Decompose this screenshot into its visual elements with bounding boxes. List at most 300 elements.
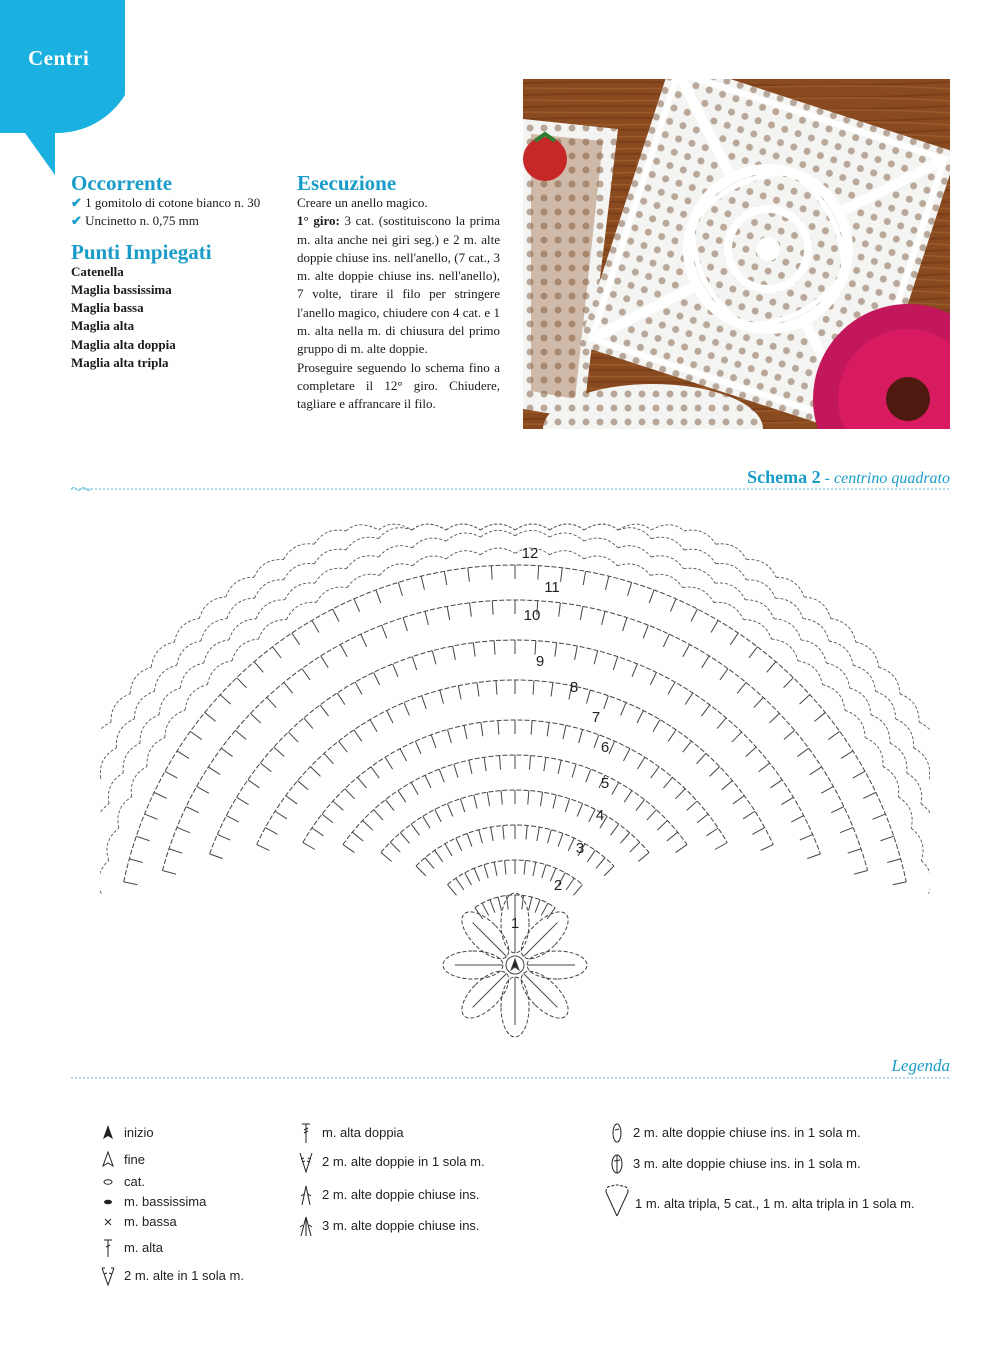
chain-loop <box>865 738 883 767</box>
stitch <box>583 571 585 585</box>
dtr-chain-dtr-icon <box>602 1184 632 1218</box>
stitch <box>385 757 392 769</box>
chain-loop <box>911 828 923 860</box>
chain-loop <box>826 663 849 688</box>
stitch <box>563 725 566 739</box>
stitch <box>612 782 619 794</box>
chain-loop <box>177 641 201 665</box>
checkmark-icon: ✔ <box>71 213 82 229</box>
stitch <box>500 756 501 770</box>
stitch <box>602 611 605 625</box>
stitch <box>421 576 424 590</box>
stitch <box>374 672 380 685</box>
stitch <box>492 601 493 615</box>
two-dc-one-stitch-icon <box>100 1265 116 1287</box>
stitch <box>621 703 626 716</box>
stitch <box>702 656 709 668</box>
stitch <box>715 843 727 850</box>
stitch <box>840 827 853 832</box>
stitch <box>354 730 362 742</box>
stitch <box>810 767 822 775</box>
stitch <box>572 764 576 777</box>
stitch <box>589 809 595 821</box>
stitch <box>594 651 598 665</box>
three-tr-cluster-one-stitch-icon <box>609 1153 625 1175</box>
stitch <box>799 695 809 704</box>
three-tr-cluster-icon <box>298 1215 314 1237</box>
chain-loop <box>131 767 147 797</box>
stitch <box>880 836 893 841</box>
stitch <box>848 849 861 853</box>
chain-loop <box>801 640 826 663</box>
chain-loop <box>683 587 714 602</box>
stitch <box>548 830 552 844</box>
stitch <box>467 833 472 846</box>
stitch <box>524 861 525 875</box>
chain-loop <box>480 530 515 537</box>
stitch <box>425 611 428 625</box>
stitch <box>145 814 158 819</box>
stitch <box>501 791 502 805</box>
stitch <box>473 643 475 657</box>
round-number: 8 <box>569 679 579 696</box>
stitch <box>460 799 464 812</box>
stitch <box>454 764 458 777</box>
stitch <box>604 696 609 709</box>
chain-loop <box>254 560 284 578</box>
chain-loop <box>232 639 258 661</box>
stitch <box>484 757 486 771</box>
stitch <box>312 620 319 632</box>
stitch <box>667 832 678 841</box>
round-number: 9 <box>535 653 545 670</box>
stitch <box>710 767 720 777</box>
stitch <box>415 741 421 754</box>
stitch <box>124 882 138 885</box>
stitch <box>423 816 430 828</box>
stitch <box>528 791 529 805</box>
section-tab <box>0 0 125 175</box>
chain-loop <box>201 619 227 641</box>
stitch <box>624 791 632 803</box>
stitch <box>177 827 190 832</box>
chain-loop <box>829 641 853 665</box>
chain-loop <box>831 619 856 642</box>
round-number: 11 <box>544 579 560 596</box>
stitch <box>643 625 648 638</box>
chain-loop <box>287 602 317 619</box>
stitch <box>638 853 649 862</box>
chain-loop <box>651 574 683 587</box>
chain-loop <box>165 710 185 737</box>
chain-loop <box>199 597 226 619</box>
stitch <box>814 713 825 722</box>
chain-loop <box>850 688 871 715</box>
stitch <box>474 795 477 809</box>
stitch <box>649 590 654 603</box>
double-crochet-icon <box>100 1237 116 1259</box>
chain-loop <box>346 556 378 569</box>
section-label: Centri <box>28 46 90 70</box>
stitch <box>363 821 373 831</box>
stitch <box>376 590 381 603</box>
chain-loop <box>379 546 412 557</box>
stitch <box>800 834 813 840</box>
stitch <box>382 625 387 638</box>
chain-loop <box>151 642 174 667</box>
stitch <box>248 780 260 788</box>
stitch <box>637 711 643 724</box>
stitch <box>720 669 728 680</box>
chain-loop <box>284 563 314 579</box>
two-tr-cluster-one-stitch-icon <box>609 1122 625 1144</box>
stitch <box>481 722 483 736</box>
chain-loop <box>772 639 798 661</box>
chain-loop <box>921 804 930 836</box>
stitch <box>254 662 263 673</box>
stitch <box>586 690 590 704</box>
chain-loop <box>921 861 930 894</box>
stitch <box>668 682 675 694</box>
stitch <box>251 713 261 723</box>
stitch <box>558 833 563 846</box>
checkmark-icon: ✔ <box>71 195 82 210</box>
round-number: 3 <box>575 840 585 857</box>
stitch <box>260 763 271 772</box>
stitch <box>371 767 379 778</box>
stitch <box>613 657 617 670</box>
stitch <box>579 729 583 742</box>
stitch <box>221 748 232 756</box>
stitch <box>623 749 630 761</box>
chain-loop <box>746 580 775 598</box>
chain-loop <box>914 748 930 778</box>
chain-loop <box>285 583 315 600</box>
stitch <box>165 771 177 778</box>
stitch <box>791 816 803 822</box>
stitch <box>304 718 313 729</box>
chain-loop <box>584 538 618 548</box>
chain-loop <box>100 722 111 751</box>
stitch <box>303 843 315 850</box>
stitch <box>737 682 746 693</box>
stitch <box>411 782 418 794</box>
chain-loop <box>798 661 823 685</box>
stitch <box>343 845 354 853</box>
stitch <box>505 861 506 875</box>
stitch <box>541 903 548 915</box>
two-tr-cluster-icon <box>298 1184 314 1206</box>
stitch <box>284 682 293 693</box>
chain-loop <box>315 568 346 583</box>
esecuzione-heading: Esecuzione <box>297 171 397 195</box>
list-item: ✔ Uncinetto n. 0,75 mm <box>71 213 199 229</box>
slip-stitch-icon <box>100 1191 116 1213</box>
chain-loop <box>716 544 747 560</box>
chain-loop <box>929 778 930 809</box>
schema-title: Schema 2 - centrino quadrato <box>747 467 950 487</box>
stitch <box>559 603 561 617</box>
chain-loop <box>684 568 715 583</box>
giro-text: 3 cat. (sostituiscono la prima m. alta anche nei giri seg.) e 2 m. alte doppie chiuse ins. nell'anello, (7 cat., 3 m. alte doppie chiuse ins. nell'anello), 7 volte, tirare il filo per stringere l'anello magico, chiudere con 4 cat. e 1 m. alta nella m. di chiusura del primo gruppo di m. alte doppie. <box>297 213 500 357</box>
stitch <box>717 718 726 729</box>
chain-loop <box>879 667 900 694</box>
chain-loop <box>845 710 865 737</box>
stitch <box>374 810 383 820</box>
stitch <box>732 732 742 742</box>
stitch <box>425 775 431 788</box>
stitch <box>683 644 690 656</box>
chain-loop <box>907 773 922 804</box>
stitch <box>340 644 347 656</box>
stitch <box>707 828 719 836</box>
stitch <box>730 633 738 645</box>
chain-loop <box>618 546 651 557</box>
stitch <box>447 729 451 742</box>
chain-loop <box>208 661 233 685</box>
round-number: 2 <box>553 877 563 894</box>
stitch <box>606 576 609 590</box>
chain-loop <box>379 524 412 530</box>
stitch <box>657 821 667 831</box>
stitch <box>498 721 499 735</box>
chain-loop <box>446 533 480 541</box>
stitch <box>435 850 443 861</box>
stitch <box>474 868 479 881</box>
chain-loop <box>714 602 744 619</box>
stitch <box>370 720 377 732</box>
round-arc <box>210 640 821 854</box>
outro-text: Proseguire seguendo lo schema fino a completare il 12° giro. Chiudere, tagliare e affrancare il filo. <box>297 359 500 412</box>
chain-loop <box>180 663 203 688</box>
occorrente-heading: Occorrente <box>71 171 173 195</box>
start-icon <box>100 1122 116 1144</box>
chain-loop <box>108 773 123 804</box>
stitch <box>577 804 582 817</box>
stitch <box>208 767 220 775</box>
chain-loop <box>379 564 412 576</box>
stitch <box>733 796 744 804</box>
round-number: 5 <box>600 775 610 792</box>
stitch <box>853 771 865 778</box>
stitch <box>445 844 452 856</box>
stitch <box>412 657 416 670</box>
chain-loop <box>550 533 584 541</box>
stitch <box>637 757 644 769</box>
stitch <box>358 777 367 788</box>
chain-loop <box>617 564 650 576</box>
stitch <box>701 705 709 716</box>
list-item: Maglia bassissima <box>71 281 172 297</box>
chain-loop <box>747 560 777 578</box>
stitch <box>887 859 900 863</box>
stitch <box>784 678 794 688</box>
chain-loop <box>412 524 446 530</box>
stitch <box>477 683 479 697</box>
stitch <box>573 885 582 896</box>
stitch <box>491 566 492 580</box>
round-number: 4 <box>595 807 605 824</box>
stitch <box>683 741 692 752</box>
stitch <box>771 780 783 788</box>
list-item: ✔ 1 gomitolo di cotone bianco n. 30 <box>71 195 261 210</box>
stitch <box>456 838 462 851</box>
stitch <box>403 618 407 631</box>
stitch <box>310 767 320 777</box>
stitch <box>761 845 774 851</box>
stitch <box>596 858 605 869</box>
chain-loop <box>283 544 314 560</box>
stitch <box>390 842 400 852</box>
chain-loop <box>100 804 109 836</box>
stitch <box>535 900 540 913</box>
stitch <box>663 634 669 647</box>
stitch <box>469 760 472 774</box>
chain-loop <box>775 598 803 618</box>
stitch <box>398 791 406 803</box>
stitch <box>636 800 645 811</box>
stitch <box>361 634 367 647</box>
stitch <box>220 695 230 704</box>
stitch <box>205 713 216 722</box>
stitch <box>440 690 444 704</box>
stitch <box>526 826 527 840</box>
stitch <box>807 854 820 859</box>
stitch <box>553 795 556 809</box>
stitch <box>668 730 676 742</box>
stitch <box>537 827 539 841</box>
stitch <box>687 801 697 810</box>
stitch <box>275 811 287 819</box>
stitch <box>468 568 470 582</box>
stitch <box>542 865 546 878</box>
stitch <box>333 609 339 621</box>
chain-loop <box>716 563 746 579</box>
round-number: 10 <box>523 607 541 624</box>
stitch <box>769 713 779 723</box>
stitch <box>333 801 343 810</box>
chain-loop <box>804 597 831 619</box>
stitch <box>154 792 167 798</box>
stitch <box>503 826 504 840</box>
stitch <box>439 769 444 782</box>
stitch <box>529 756 530 770</box>
list-item: Maglia alta <box>71 318 135 334</box>
two-tr-one-stitch-icon <box>298 1151 314 1173</box>
single-crochet-icon <box>100 1211 116 1233</box>
chain-loop <box>584 556 618 566</box>
chain-loop <box>155 665 177 691</box>
chain-loop <box>481 548 515 555</box>
stitch <box>587 850 595 861</box>
stitch <box>298 781 309 790</box>
chain-loop <box>258 620 286 640</box>
stitch <box>797 748 808 756</box>
stitch <box>670 599 676 612</box>
stitch <box>547 722 549 736</box>
chain-loop <box>118 797 132 828</box>
list-item: Maglia alta doppia <box>71 336 176 352</box>
stitch <box>754 697 764 707</box>
stitch <box>893 882 907 885</box>
stitch <box>565 799 569 812</box>
chain-loop <box>745 600 774 619</box>
stitch <box>743 811 755 819</box>
stitch <box>431 735 436 748</box>
chain-loop <box>111 694 130 722</box>
chain-loop <box>204 640 229 663</box>
chain-loop <box>100 861 109 894</box>
stitch <box>691 609 697 621</box>
stitch <box>267 697 277 707</box>
stitch <box>711 620 718 632</box>
stitch <box>465 873 472 885</box>
list-item: Maglia bassa <box>71 300 144 316</box>
chain-loop <box>774 619 801 640</box>
chain-loop <box>227 598 255 618</box>
stitch <box>561 568 563 582</box>
wavy-divider <box>71 486 950 492</box>
stitch <box>355 682 362 694</box>
stitch <box>479 830 483 844</box>
chain-loop <box>346 525 379 531</box>
stitch <box>136 836 149 841</box>
doily-photo <box>523 79 950 429</box>
stitch <box>432 651 436 665</box>
stitch <box>226 816 238 822</box>
stitch <box>568 838 574 851</box>
chain-loop <box>446 551 480 559</box>
crochet-chart <box>100 510 930 1050</box>
stitch <box>484 865 488 878</box>
chain-loop <box>159 688 180 715</box>
stitch <box>533 862 536 876</box>
chain-loop <box>147 738 165 767</box>
stitch <box>647 810 656 820</box>
stitch <box>490 900 495 913</box>
end-icon <box>100 1149 116 1171</box>
stitch <box>265 828 277 835</box>
stitch <box>722 781 733 790</box>
stitch <box>630 842 640 852</box>
chain-loop <box>853 665 875 691</box>
stitch <box>746 747 756 756</box>
stitch <box>274 747 284 756</box>
stitch <box>393 664 398 677</box>
chain-loop <box>134 691 154 719</box>
chain-loop <box>229 619 256 640</box>
stitch <box>555 643 557 657</box>
chain-loop <box>883 767 899 797</box>
punti-list <box>71 263 281 373</box>
stitch <box>558 760 561 774</box>
chain-loop <box>123 743 140 773</box>
stitch <box>292 633 300 645</box>
materials-column <box>71 172 281 372</box>
stitch <box>854 871 868 875</box>
stitch <box>628 582 632 595</box>
stitch <box>354 599 360 612</box>
stitch <box>400 833 409 844</box>
chain-loop <box>684 530 716 544</box>
chain-loop <box>347 574 379 587</box>
stitch <box>425 858 434 869</box>
legend-title: Legenda <box>891 1056 950 1075</box>
stitch <box>404 703 409 716</box>
stitch <box>781 797 793 804</box>
stitch <box>697 753 706 763</box>
stitch <box>312 828 324 836</box>
